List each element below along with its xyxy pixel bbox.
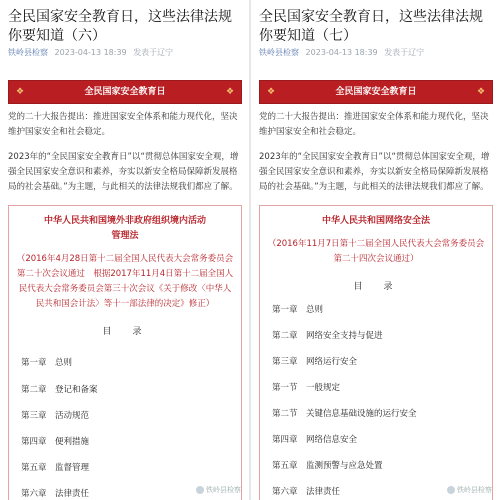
chapter-item[interactable]: 第三章 网络运行安全	[272, 357, 358, 367]
law-note: （2016年4月28日第十二届全国人民代表大会常务委员会第二十次会议通过 根据2017年11月4日第十二届全国人民代表大会常务委员会第三十次会议《关于修改〈中华人民共和国会计法〉等十一部法律的决定》修正）	[16, 254, 234, 309]
article-panel-left	[0, 0, 249, 500]
source-link[interactable]: 铁岭县检察	[259, 48, 299, 57]
header-banner	[8, 80, 242, 104]
law-title: 中华人民共和国境外非政府组织境内活动管理法	[43, 216, 206, 241]
chapter-item[interactable]: 第五章 监督管理	[21, 463, 90, 473]
banner-ornament-icon: ❖	[225, 87, 235, 97]
law-document	[259, 205, 493, 500]
chapter-item[interactable]: 第三章 活动规范	[21, 411, 90, 421]
watermark: 铁岭县检察	[196, 485, 241, 495]
banner-ornament-icon: ❖	[476, 87, 486, 97]
theme-paragraph: 2023年的“全民国家安全教育日”以“贯彻总体国家安全观，增强全民国家安全意识和素养，夯实以新安全格局保障新发展格局的社会基础。”为主题，与此相关的法律法规我们都应了解。	[8, 152, 239, 192]
article-meta	[8, 47, 173, 58]
chapter-item[interactable]: 第六章 法律责任	[21, 489, 90, 499]
toc-heading: 目 录	[102, 327, 148, 337]
watermark: 铁岭县检察	[447, 485, 492, 495]
law-title: 中华人民共和国网络安全法	[321, 216, 430, 226]
intro-paragraph: 党的二十大报告提出：推进国家安全体系和能力现代化，坚决维护国家安全和社会稳定。	[8, 112, 238, 137]
chapter-item[interactable]: 第六章 法律责任	[272, 487, 341, 497]
article-meta	[259, 47, 424, 58]
banner-text: 全民国家安全教育日	[335, 87, 417, 97]
law-note: （2016年11月7日第十二届全国人民代表大会常务委员会第二十四次会议通过）	[267, 239, 485, 264]
chapter-item[interactable]: 第五章 监测预警与应急处置	[272, 461, 383, 471]
toc-heading: 目 录	[353, 282, 399, 292]
intro-paragraph: 党的二十大报告提出：推进国家安全体系和能力现代化，坚决维护国家安全和社会稳定。	[259, 112, 489, 137]
chapter-item[interactable]: 第一章 总则	[272, 305, 324, 315]
banner-ornament-icon: ❖	[266, 87, 276, 97]
publish-time: 2023-04-13 18:39	[54, 48, 127, 57]
chapter-item[interactable]: 第二章 登记和备案	[21, 385, 98, 395]
article-title: 全民国家安全教育日，这些法律法规你要知道（七）	[259, 9, 483, 44]
wechat-icon	[196, 486, 204, 494]
chapter-item[interactable]: 第四章 网络信息安全	[272, 435, 358, 445]
chapter-item[interactable]: 第二节 关键信息基础设施的运行安全	[272, 409, 417, 419]
article-panel-right	[251, 0, 500, 500]
banner-ornament-icon: ❖	[15, 87, 25, 97]
article-title: 全民国家安全教育日，这些法律法规你要知道（六）	[8, 9, 232, 44]
publish-time: 2023-04-13 18:39	[305, 48, 378, 57]
chapter-item[interactable]: 第一章 总则	[21, 358, 73, 368]
chapter-item[interactable]: 第二章 网络安全支持与促进	[272, 331, 383, 341]
header-banner	[259, 80, 493, 104]
wechat-icon	[447, 486, 455, 494]
theme-paragraph: 2023年的“全民国家安全教育日”以“贯彻总体国家安全观，增强全民国家安全意识和素养，夯实以新安全格局保障新发展格局的社会基础。”为主题，与此相关的法律法规我们都应了解。	[259, 152, 490, 192]
law-document	[8, 205, 242, 500]
chapter-item[interactable]: 第四章 便利措施	[21, 437, 90, 447]
chapter-item[interactable]: 第一节 一般规定	[272, 383, 341, 393]
source-link[interactable]: 铁岭县检察	[8, 48, 48, 57]
publish-location: 发表于辽宁	[133, 48, 174, 57]
banner-text: 全民国家安全教育日	[84, 87, 166, 97]
publish-location: 发表于辽宁	[384, 48, 425, 57]
